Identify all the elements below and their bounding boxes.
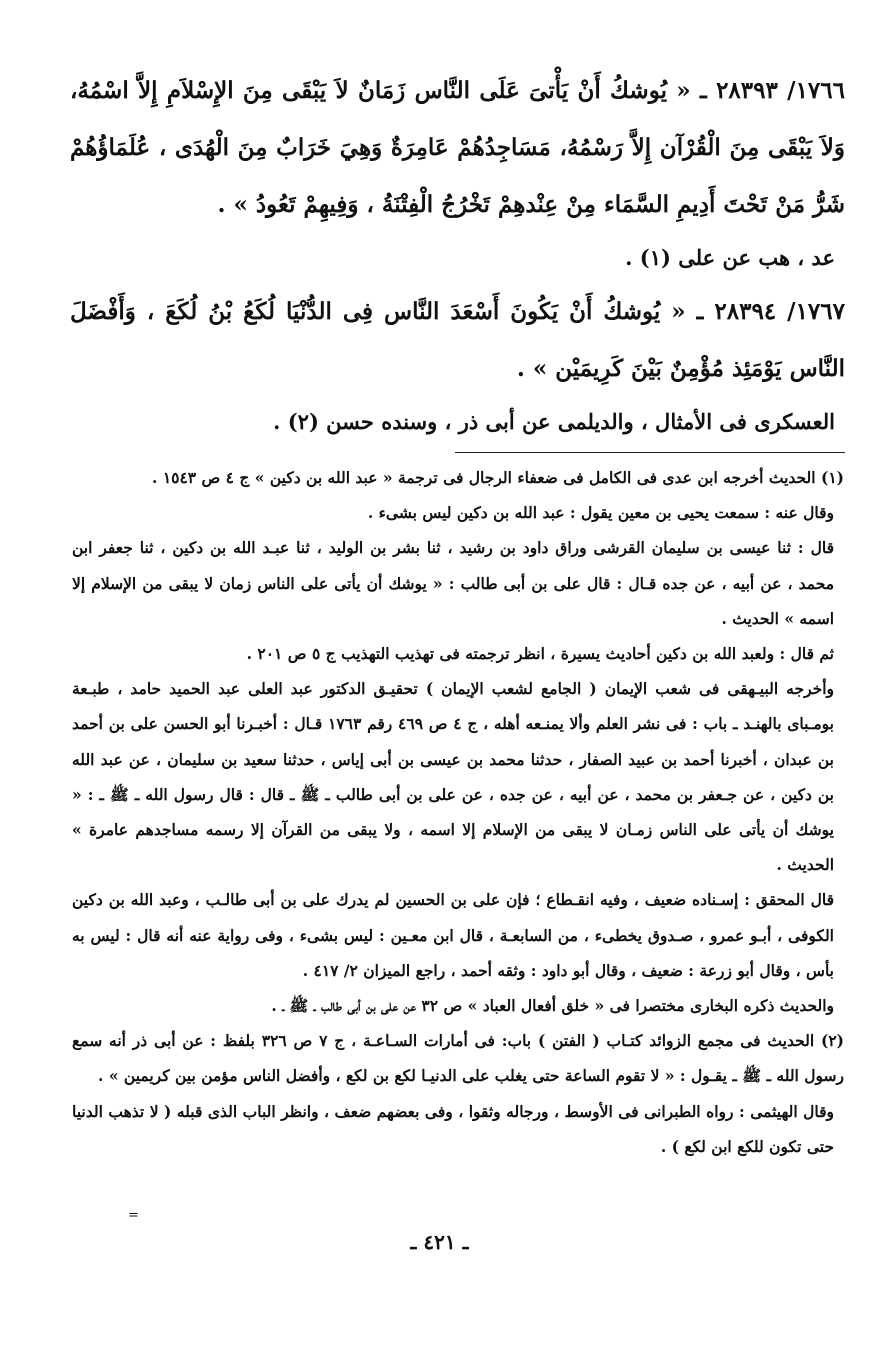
footnote-paragraph: (١) الحديث أخرجه ابن عدى فى الكامل فى ضعفاء الرجال فى ترجمة « عبد الله بن دكين » ج ٤ ص ١٥٤٣ . [152,468,844,487]
footnote-paragraph: قال : ثنا عيسى بن سليمان القرشى وراق داود بن رشيد ، ثنا بشر بن الوليد ، ثنا عبـد الله بن دكين ، ثنا جعفر ابن محمد ، عن أبيه ، عن جده قـال : قال على بن أبى طالب : « يوشك أن يأتى على الناس زمان لا يبقى من الإسلام إلا اسمه » الحديث . [72,538,834,628]
stray-mark: = [128,1208,139,1223]
page-number: ـ ٤٢١ ـ [410,1230,469,1254]
footnote-paragraph: (٢) الحديث فى مجمع الزوائد كتـاب ( الفتن ) باب: فى أمارات السـاعـة ، ج ٧ ص ٣٢٦ بلفظ : عن أبى ذر أنه سمع رسول الله ـ ﷺ ـ يقـول : « لا تقوم الساعة حتى يغلب على الدنيـا لكع بن لكع ، وأفضل الناس مؤمن بين كريمين » . [72,1031,844,1086]
hadith-source: العسكرى فى الأمثال ، والديلمى عن أبى ذر ، وسنده حسن (٢) . [273,409,835,434]
footnote-separator [455,452,845,453]
hadith-number: ١٧٦٧/ ٢٨٣٩٤ ـ [696,298,845,325]
hadith-text: « يُوشكُ أَنْ يَكُونَ أَسْعَدَ النَّاس فِى الدُّنْيَا لُكَعُ بْنُ لُكَعَ ، وَأَفْضَلَ النَّاس يَوْمَئِذ مُؤْمِنٌ بَيْنَ كَرِيمَيْن » . [70,298,845,382]
footnote-paragraph: وأخرجه البيـهقى فى شعب الإيمان ( الجامع لشعب الإيمان ) تحقيـق الدكتور عبد العلى عبد الحميد حامد ، طبـعة بومـباى بالهنـد ـ باب : فى نشر العلم وألا يمنـعه أهله ، ج ٤ ص ٤٦٩ رقم ١٧٦٣ قـال : أخبـرنا أبو الحسن على بن أحمد بن عبدان ، أخبرنا أحمد بن عبيد الصفار ، حدثنا محمد بن عيسى بن أبى إياس ، حدثنا سعيد بن سليمان ، عن عبد الله بن دكين ، عن جـعفر بن محمد ، عن أبيه ، عن جده ، عن على بن أبى طالب ـ ﷺ ـ قال : قال رسول الله ـ ﷺ ـ : « يوشك أن يأتى على الناس زمـان لا يبقى من الإسلام إلا اسمه ، ولا يبقى من القرآن إلا رسمه مساجدهم عامرة » الحديث . [72,679,834,875]
hadith-1767 [70,283,845,397]
hadith-1766 [70,62,845,233]
hadith-source: عد ، هب عن على (١) . [625,245,835,270]
footnote-paragraph: ثم قال : ولعبد الله بن دكين أحاديث يسيرة ، انظر ترجمته فى تهذيب التهذيب ج ٥ ص ٢٠١ . [246,644,834,664]
footnotes [72,460,844,1164]
main-text [70,62,845,447]
footnote-paragraph: والحديث ذكره البخارى مختصرا فى « خلق أفعال العباد » ص ٣٢ عن على بن أبى طالب ـ ﷺ ـ . [271,996,834,1016]
hadith-number: ١٧٦٦/ ٢٨٣٩٣ ـ [700,77,845,104]
hadith-text: « يُوشكُ أَنْ يَأْتىَ عَلَى النَّاس زَمَانٌ لاَ يَبْقَى مِنَ الإِسْلاَمِ إِلاَّ اسْمُهُ، وَلاَ يَبْقَى مِنَ الْقُرْآن إِلاَّ رَسْمُهُ، مَسَاجِدُهُمْ عَامِرَةٌ وَهِيَ خَرَابٌ مِنَ الْهُدَى ، عُلَمَاؤُهُمْ شَرُّ مَنْ تَحْتَ أَدِيمِ السَّمَاء مِنْ عِنْدهِمْ تَخْرُجُ الْفِتْنَةُ ، وَفِيهِمْ تَعُودُ » . [70,77,845,218]
footnote-paragraph: وقال الهيثمى : رواه الطبرانى فى الأوسط ، ورجاله وثقوا ، وفى بعضهم ضعف ، وانظر الباب الذى قبله ( لا تذهب الدنيا حتى تكون للكع ابن لكع ) . [72,1101,834,1156]
footnote-paragraph: وقال عنه : سمعت يحيى بن معين يقول : عبد الله بن دكين ليس بشىء . [367,503,834,523]
footnote-paragraph: قال المحقق : إسـناده ضعيف ، وفيه انقـطاع ؛ فإن على بن الحسين لم يدرك على بن أبى طالـب ، وعبد الله بن دكين الكوفى ، أبـو عمرو ، صـدوق يخطىء ، من السابعـة ، قال ابن معـين : ليس بشىء ، وفى رواية عنه أنه قال : ليس به بأس ، وقال أبو زرعة : ضعيف ، وقال أبو داود : وثقه أحمد ، راجع الميزان ٢/ ٤١٧ . [72,890,834,980]
